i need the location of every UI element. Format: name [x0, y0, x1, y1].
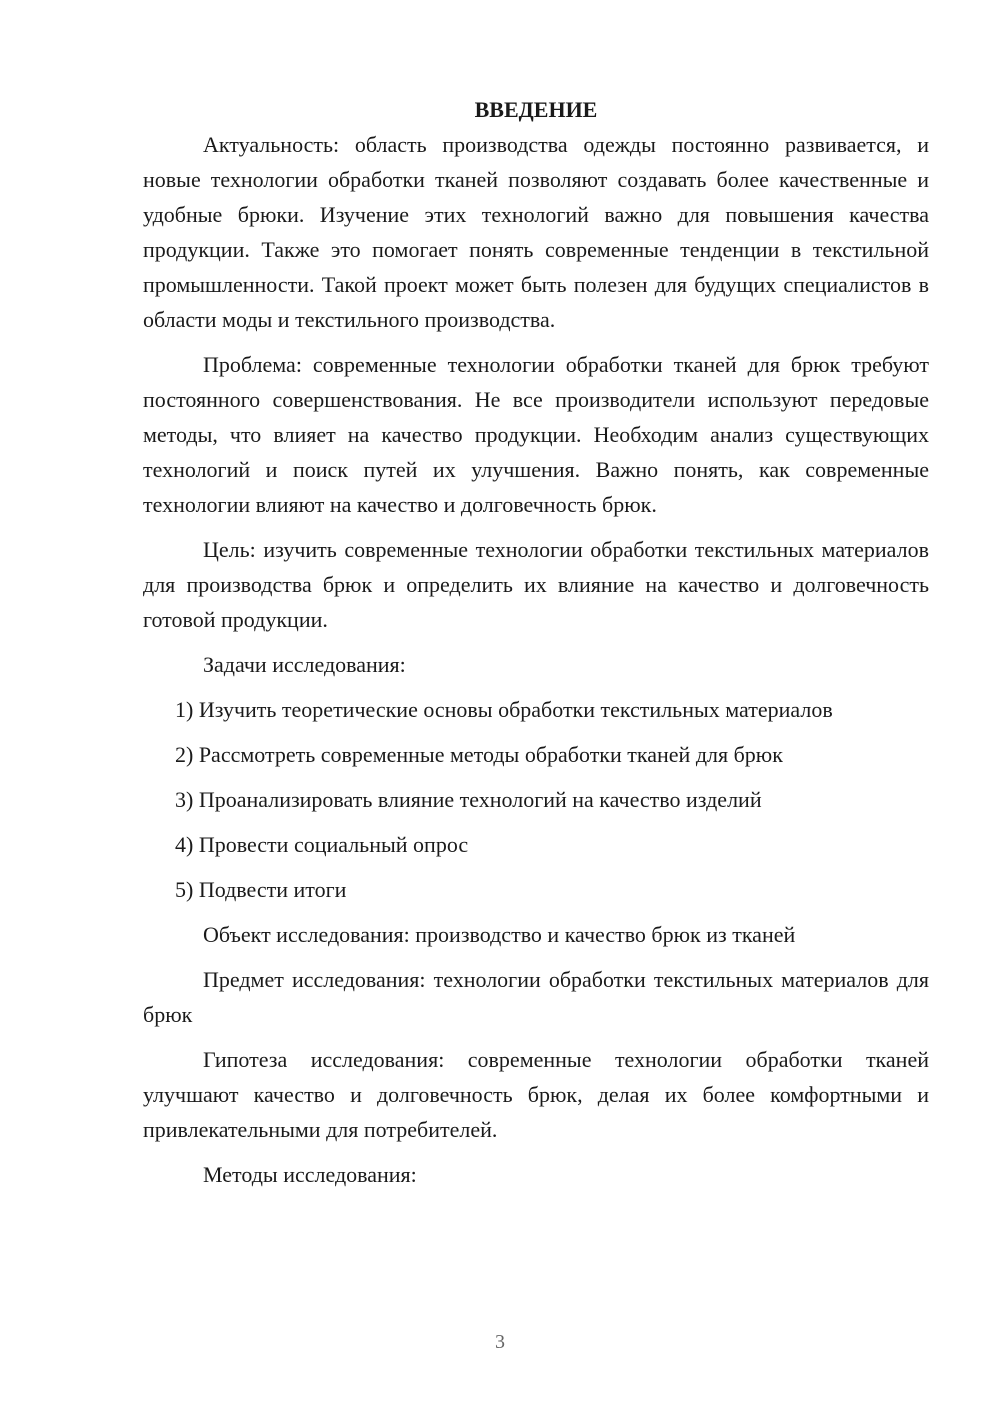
paragraph-relevance: Актуальность: область производства одежды постоянно развивается, и новые технологии обработки тканей позволяют создавать более качественные и удобные брюки. Изучение этих технологий важно для повышения качества продукции. Также это помогает понять современные тенденции в текстильной промышленности. Такой проект может быть полезен для будущих специалистов в области моды и текстильного производства. [143, 132, 929, 332]
section-heading: ВВЕДЕНИЕ [474, 97, 598, 122]
paragraph-subject: Предмет исследования: технологии обработки текстильных материалов для брюк [143, 967, 929, 1027]
paragraph-problem: Проблема: современные технологии обработки тканей для брюк требуют постоянного совершенствования. Не все производители используют передовые методы, что влияет на качество продукции. Необходим анализ существующих технологий и поиск путей их улучшения. Важно понять, как современные технологии влияют на качество и долговечность брюк. [143, 352, 929, 517]
list-item: 2) Рассмотреть современные методы обработки тканей для брюк [175, 742, 783, 767]
list-item: 3) Проанализировать влияние технологий на качество изделий [175, 787, 762, 812]
tasks-title: Задачи исследования: [203, 652, 406, 677]
list-item: 1) Изучить теоретические основы обработки текстильных материалов [175, 697, 833, 722]
document-page [143, 92, 929, 1202]
tasks-list [143, 692, 929, 907]
paragraph-object: Объект исследования: производство и качество брюк из тканей [203, 922, 796, 947]
list-item: 5) Подвести итоги [175, 877, 347, 902]
list-item: 4) Провести социальный опрос [175, 832, 469, 857]
paragraph-goal: Цель: изучить современные технологии обработки текстильных материалов для производства брюк и определить их влияние на качество и долговечность готовой продукции. [143, 537, 929, 632]
methods-title: Методы исследования: [203, 1162, 417, 1187]
page-number: 3 [495, 1331, 505, 1353]
paragraph-hypothesis: Гипотеза исследования: современные технологии обработки тканей улучшают качество и долговечность брюк, делая их более комфортными и привлекательными для потребителей. [143, 1047, 929, 1142]
